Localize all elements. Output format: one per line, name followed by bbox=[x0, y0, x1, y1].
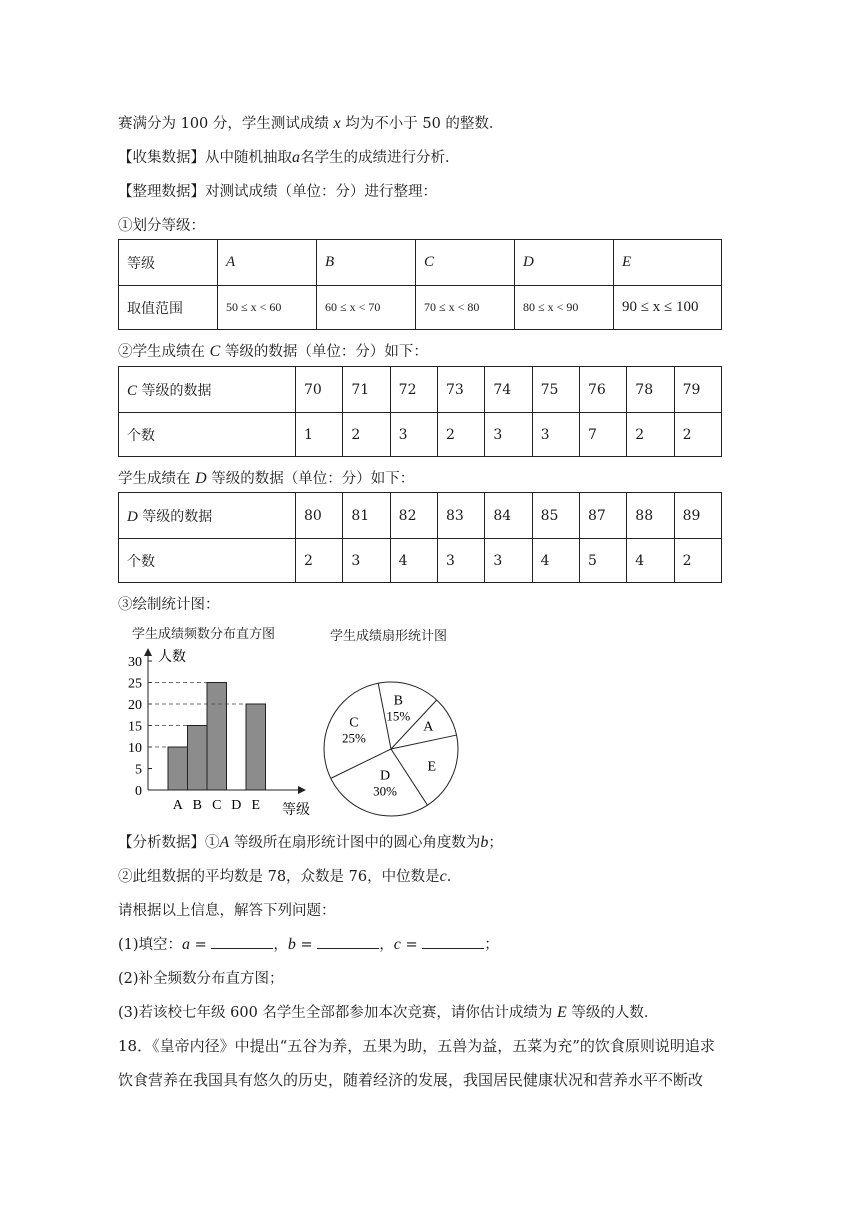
intro-line-1 bbox=[118, 112, 503, 133]
d-value: 82 bbox=[390, 493, 437, 539]
text-fragment: 名学生的成绩进行分析． bbox=[300, 150, 460, 166]
collect-data-line bbox=[118, 146, 460, 167]
c-count: 2 bbox=[627, 413, 674, 457]
c-value: 74 bbox=[485, 367, 532, 413]
c-values-header bbox=[119, 367, 296, 413]
histogram-bar-a bbox=[168, 747, 188, 790]
pie-title: 学生成绩扇形统计图 bbox=[330, 629, 448, 644]
c-count: 2 bbox=[343, 413, 390, 457]
text-fragment: 均为不小于 50 的整数． bbox=[340, 116, 504, 132]
histogram-chart bbox=[120, 644, 320, 820]
histogram-bar-c bbox=[207, 683, 227, 791]
d-count: 4 bbox=[390, 539, 437, 583]
range-cell: 90 ≤ x ≤ 100 bbox=[614, 286, 722, 330]
variable-c: c bbox=[393, 936, 401, 953]
d-values-row bbox=[119, 493, 722, 539]
variable-d: D bbox=[127, 508, 138, 525]
c-value: 71 bbox=[343, 367, 390, 413]
d-value: 87 bbox=[579, 493, 626, 539]
y-tick-label: 5 bbox=[135, 762, 142, 778]
text-fragment: 等级的数据（单位：分）如下： bbox=[206, 471, 415, 487]
c-values-row bbox=[119, 367, 722, 413]
text-fragment: 【收集数据】从中随机抽取 bbox=[118, 150, 292, 166]
d-grade-table bbox=[118, 492, 722, 583]
answer-blank-b[interactable] bbox=[317, 934, 379, 949]
variable-c: c bbox=[439, 868, 447, 885]
x-axis-arrow bbox=[298, 786, 306, 794]
answer-blank-c[interactable] bbox=[422, 934, 484, 949]
histogram-bar-b bbox=[188, 726, 208, 791]
c-count: 3 bbox=[390, 413, 437, 457]
grade-header: 等级 bbox=[119, 240, 218, 286]
y-tick-label: 15 bbox=[128, 719, 142, 735]
variable-c: C bbox=[209, 343, 221, 360]
question-2: (2)补全频数分布直方图； bbox=[118, 971, 284, 987]
d-count: 2 bbox=[296, 539, 343, 583]
separator: ， bbox=[379, 937, 394, 953]
c-count: 2 bbox=[437, 413, 484, 457]
c-count: 1 bbox=[296, 413, 343, 457]
question-18-line-1: 18．《皇帝内径》中提出“五谷为养，五果为助，五兽为益，五菜为充”的饮食原则说明追求 bbox=[118, 1037, 715, 1055]
text-fragment: 学生成绩在 bbox=[118, 471, 196, 487]
text-fragment: 等级所在扇形统计图中的圆心角度数为 bbox=[229, 835, 481, 851]
x-category-label: A bbox=[172, 798, 183, 813]
d-count: 4 bbox=[627, 539, 674, 583]
pie-label-b: B bbox=[393, 693, 403, 709]
text-fragment: 等级的数据（单位：分）如下： bbox=[220, 344, 428, 360]
pie-percent-d: 30% bbox=[373, 783, 398, 799]
d-value: 88 bbox=[627, 493, 674, 539]
variable-b: b bbox=[287, 936, 296, 953]
variable-a-grade: A bbox=[219, 834, 230, 851]
variable-c: C bbox=[127, 382, 138, 399]
c-value: 79 bbox=[674, 367, 721, 413]
separator: ； bbox=[484, 937, 499, 953]
text-fragment: 等级的人数． bbox=[566, 1005, 659, 1021]
c-grade-table bbox=[118, 366, 722, 457]
equals-sign: = bbox=[400, 937, 423, 953]
c-value: 75 bbox=[532, 367, 579, 413]
d-value: 83 bbox=[437, 493, 484, 539]
label-text: 等级的数据 bbox=[137, 382, 212, 399]
d-data-intro bbox=[118, 467, 414, 488]
answer-blank-a[interactable] bbox=[211, 934, 273, 949]
d-value: 81 bbox=[343, 493, 390, 539]
grade-division-line: ①划分等级： bbox=[118, 218, 205, 234]
label-text: 等级的数据 bbox=[137, 508, 213, 525]
y-tick-label: 10 bbox=[128, 741, 142, 756]
grade-row bbox=[119, 240, 722, 286]
c-count: 7 bbox=[579, 413, 626, 457]
x-category-label: D bbox=[231, 798, 242, 813]
variable-a: a bbox=[292, 149, 300, 166]
c-count: 3 bbox=[532, 413, 579, 457]
d-count: 5 bbox=[579, 539, 626, 583]
pie-percent-b: 15% bbox=[386, 708, 411, 724]
x-category-label: C bbox=[212, 798, 222, 813]
d-count: 3 bbox=[343, 539, 390, 583]
variable-a: a bbox=[182, 936, 191, 953]
d-values-header bbox=[119, 493, 296, 539]
text-fragment: 【分析数据】① bbox=[118, 835, 220, 851]
text-fragment: (1)填空： bbox=[118, 937, 183, 953]
range-header: 取值范围 bbox=[119, 286, 218, 330]
grade-cell: C bbox=[416, 240, 515, 286]
d-value: 85 bbox=[532, 493, 579, 539]
x-axis-title: 等级 bbox=[282, 803, 310, 818]
c-counts-row bbox=[119, 413, 722, 457]
grade-cell: B bbox=[317, 240, 416, 286]
c-data-intro bbox=[118, 340, 428, 361]
histogram-title: 学生成绩频数分布直方图 bbox=[132, 627, 276, 642]
range-cell: 50 ≤ x < 60 bbox=[218, 286, 317, 330]
text-fragment: ； bbox=[488, 835, 503, 851]
question-18-line-2: 饮食营养在我国具有悠久的历史，随着经济的发展，我国居民健康状况和营养水平不断改 bbox=[118, 1071, 704, 1089]
y-tick-label: 25 bbox=[128, 676, 142, 692]
question-3 bbox=[118, 1001, 658, 1022]
range-cell: 60 ≤ x < 70 bbox=[317, 286, 416, 330]
grade-range-table bbox=[118, 239, 722, 330]
y-axis-title: 人数 bbox=[158, 650, 186, 665]
y-tick-label: 0 bbox=[135, 784, 142, 799]
text-fragment: (3)若该校七年级 600 名学生全部都参加本次竞赛，请你估计成绩为 bbox=[118, 1005, 558, 1021]
c-value: 70 bbox=[296, 367, 343, 413]
c-count: 2 bbox=[674, 413, 721, 457]
pie-chart bbox=[318, 676, 464, 822]
separator: ， bbox=[273, 937, 288, 953]
text-fragment: ②此组数据的平均数是 78，众数是 76，中位数是 bbox=[118, 869, 440, 885]
analysis-line-2 bbox=[118, 865, 461, 886]
d-count: 3 bbox=[437, 539, 484, 583]
draw-charts-line: ③绘制统计图： bbox=[118, 597, 220, 613]
pie-label-c: C bbox=[349, 715, 359, 731]
variable-d: D bbox=[195, 470, 207, 487]
variable-e: E bbox=[557, 1004, 567, 1021]
text-fragment: ． bbox=[446, 869, 462, 885]
analysis-line-1 bbox=[118, 831, 503, 852]
pie-label-a: A bbox=[423, 719, 434, 735]
c-value: 73 bbox=[437, 367, 484, 413]
text-fragment: ②学生成绩在 bbox=[118, 344, 210, 360]
equals-sign: = bbox=[295, 937, 318, 953]
variable-b: b bbox=[480, 834, 489, 851]
x-category-label: B bbox=[192, 798, 202, 813]
x-category-label: E bbox=[251, 798, 261, 813]
d-value: 80 bbox=[296, 493, 343, 539]
c-value: 76 bbox=[579, 367, 626, 413]
pie-label-e: E bbox=[427, 759, 437, 775]
y-tick-label: 30 bbox=[128, 655, 142, 670]
text-fragment: 赛满分为 100 分，学生测试成绩 bbox=[118, 116, 334, 132]
c-value: 78 bbox=[627, 367, 674, 413]
d-count: 2 bbox=[674, 539, 721, 583]
histogram-bar-e bbox=[246, 704, 266, 790]
d-counts-row bbox=[119, 539, 722, 583]
range-row bbox=[119, 286, 722, 330]
y-axis-arrow bbox=[144, 648, 152, 656]
d-counts-header: 个数 bbox=[119, 539, 296, 583]
c-counts-header: 个数 bbox=[119, 413, 296, 457]
c-value: 72 bbox=[390, 367, 437, 413]
grade-cell: E bbox=[614, 240, 722, 286]
range-cell: 80 ≤ x < 90 bbox=[515, 286, 614, 330]
range-cell: 70 ≤ x < 80 bbox=[416, 286, 515, 330]
pie-label-d: D bbox=[380, 768, 391, 784]
pie-percent-c: 25% bbox=[341, 730, 366, 746]
grade-cell: A bbox=[218, 240, 317, 286]
variable-x: x bbox=[333, 115, 341, 132]
organize-data-line: 【整理数据】对测试成绩（单位：分）进行整理： bbox=[118, 184, 437, 200]
question-1 bbox=[118, 933, 499, 954]
question-intro: 请根据以上信息，解答下列问题： bbox=[118, 903, 336, 919]
d-count: 4 bbox=[532, 539, 579, 583]
d-value: 89 bbox=[674, 493, 721, 539]
c-count: 3 bbox=[485, 413, 532, 457]
y-tick-label: 20 bbox=[128, 698, 142, 713]
d-value: 84 bbox=[485, 493, 532, 539]
equals-sign: = bbox=[190, 937, 212, 953]
grade-cell: D bbox=[515, 240, 614, 286]
d-count: 3 bbox=[485, 539, 532, 583]
